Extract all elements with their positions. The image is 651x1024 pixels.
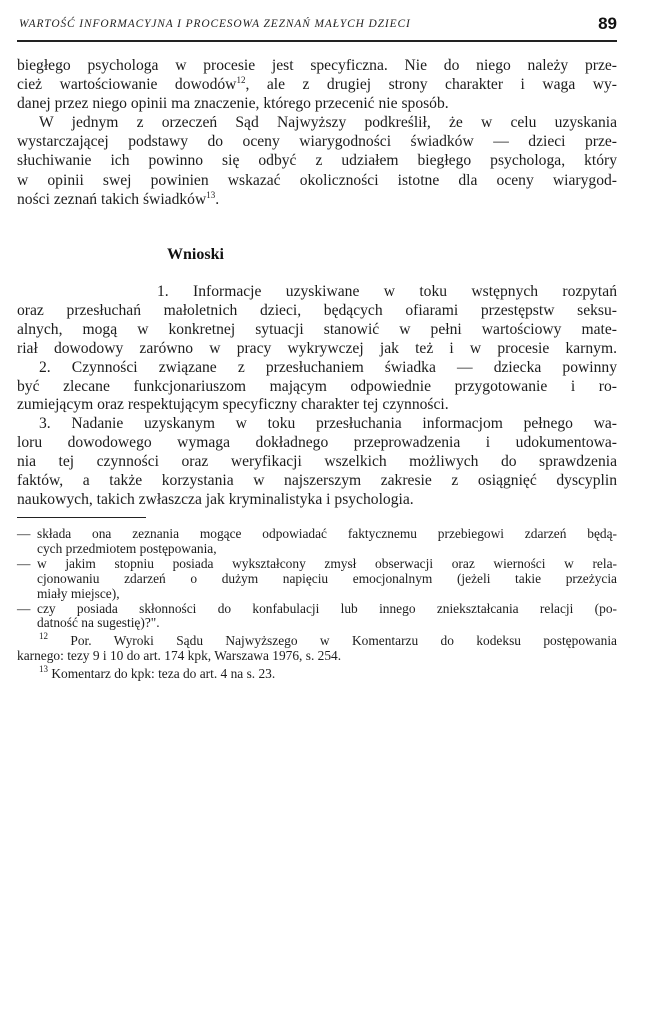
- text-line: [17, 664, 617, 682]
- text-line: w opinii swej powinien wskazać okoliczności istotne dla oceny wiarygod-: [17, 171, 617, 189]
- section-heading: Wnioski: [167, 246, 224, 263]
- text-fragment: .: [215, 190, 220, 208]
- text-line: słuchiwanie ich powinno się odbyć z udziałem biegłego psychologa, który: [17, 152, 617, 170]
- running-header: [17, 14, 617, 42]
- running-title: WARTOŚĆ INFORMACYJNA I PROCESOWA ZEZNAŃ MAŁYCH DZIECI: [19, 18, 411, 30]
- conclusion-item-2: [17, 359, 617, 416]
- text-fragment: Por. Wyroki Sądu Najwyższego w Komentarzu do kodeksu postępowania: [70, 633, 617, 649]
- footnote-number: 13: [39, 664, 48, 675]
- text-line: nia tej czynności oraz weryfikacji wszelkich możliwych do sprawdzenia: [17, 453, 617, 471]
- footnote-number: 12: [39, 631, 48, 642]
- text-line: oraz przesłuchań małoletnich dzieci, będących ofiarami przestępstw seksu-: [17, 301, 617, 319]
- text-line: czy posiada skłonności do konfabulacji lub innego zniekształcania relacji (po-: [37, 600, 617, 616]
- text-fragment: , ale z drugiej strony charakter i waga wy-: [245, 76, 617, 94]
- text-line: cych przedmiotem postępowania,: [37, 540, 217, 556]
- footnote-divider: [17, 517, 146, 518]
- text-line: biegłego psychologa w procesie jest specyficzna. Nie do niego należy prze-: [17, 57, 617, 74]
- conclusion-item-1: [17, 283, 617, 359]
- text-fragment: ności zeznań takich świadków: [17, 190, 207, 208]
- dash-marker: —: [17, 600, 31, 616]
- text-line: [17, 75, 617, 94]
- text-line: w jakim stopniu posiada wykształcony zmysł obserwacji oraz wierności w rela-: [37, 555, 617, 571]
- text-line: riał dowodowy zarówno w pracy wykrywczej jak też i w procesie karnym.: [17, 339, 617, 357]
- text-fragment: cież wartościowanie dowodów: [17, 76, 237, 94]
- footnote-dash-item: [17, 602, 617, 632]
- page-number: 89: [598, 14, 617, 33]
- text-line: karnego: tezy 9 i 10 do art. 174 kpk, Warszawa 1976, s. 254.: [17, 648, 342, 664]
- text-line: alnych, mogą w konkretnej sytuacji stanowić w pełni wartościowy mate-: [17, 320, 617, 338]
- text-line: faktów, a także korzystania w najszerszym zakresie z osiągnięć dyscyplin: [17, 472, 617, 490]
- text-line: naukowych, takich zwłaszcza jak kryminalistyka i psychologia.: [17, 490, 414, 508]
- text-line: 3. Nadanie uzyskanym w toku przesłuchania informacjom pełnego wa-: [39, 415, 617, 433]
- text-line: 1. Informacje uzyskiwane w toku wstępnych rozpytań: [157, 283, 617, 300]
- text-line: zumiejącym oraz respektującym specyficzny charakter tej czynności.: [17, 396, 449, 414]
- conclusion-item-3: [17, 415, 617, 510]
- text-line: [17, 631, 617, 649]
- body-text: [17, 56, 617, 209]
- text-line: loru dowodowego wymaga dokładnego przeprowadzenia i udokumentowa-: [17, 434, 617, 452]
- text-line: miały miejsce),: [37, 585, 120, 601]
- text-line: W jednym z orzeczeń Sąd Najwyższy podkreślił, że w celu uzyskania: [39, 114, 617, 132]
- footnote-dash-item: [17, 557, 617, 602]
- text-line: datność na sugestię)?".: [37, 615, 160, 631]
- dash-marker: —: [17, 526, 31, 541]
- text-line: składa ona zeznania mogące odpowiadać faktycznemu przebiegowi zdarzeń będą-: [37, 526, 617, 541]
- text-line: danej przez niego opinii ma znaczenie, którego przecenić nie sposób.: [17, 95, 449, 113]
- text-line: cjonowaniu zdarzeń o dużym napięciu emocjonalnym (jeżeli takie przeżycia: [37, 570, 617, 586]
- paragraph-1: [17, 56, 617, 113]
- paragraph-2: [17, 113, 617, 208]
- text-line: [17, 190, 617, 209]
- text-fragment: Komentarz do kpk: teza do art. 4 na s. 23.: [51, 666, 276, 682]
- footnote-12: [17, 631, 617, 664]
- footnote-ref-12: 12: [236, 75, 246, 86]
- conclusions-list: [17, 283, 617, 510]
- text-line: być zlecane funkcjonariuszom mającym odpowiednie przygotowanie i ro-: [17, 377, 617, 395]
- text-line: wystarczającej podstawy do oceny wiarygodności świadków — dzieci prze-: [17, 133, 617, 151]
- dash-marker: —: [17, 555, 31, 571]
- footnotes: [17, 527, 617, 682]
- text-line: 2. Czynności związane z przesłuchaniem świadka — dziecka powinny: [39, 358, 617, 376]
- footnote-dash-item: [17, 527, 617, 557]
- footnote-13: [17, 664, 617, 682]
- footnote-ref-13: 13: [206, 189, 216, 200]
